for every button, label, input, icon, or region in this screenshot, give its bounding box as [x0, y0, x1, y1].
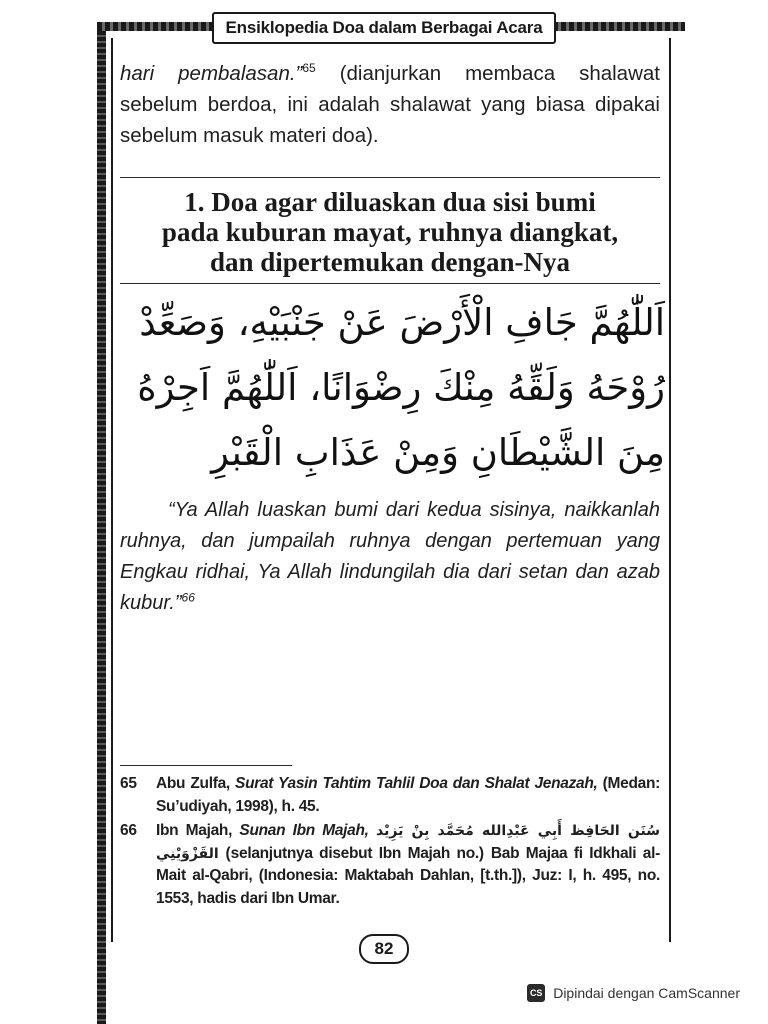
- translation-text: “Ya Allah luaskan bumi dari kedua sisinya, naikkanlah ruhnya, dan jumpailah ruhnya dengan pertemuan yang Engkau ridhai, Ya Allah lindungilah dia dari setan dan azab kubur.”: [120, 499, 660, 614]
- arabic-line-2: رُوْحَهُ وَلَقِّهُ مِنْكَ رِضْوَانًا، اَللّٰهُمَّ اَجِرْهُ: [137, 366, 665, 409]
- footnote-arabic-title: سُنَن الحَافِظ أَبِي عَبْدِالله مُحَمَّد بِنْ يَزِيْد القَزْوَيْنِي: [156, 823, 660, 862]
- footnote-number: 66: [120, 822, 137, 839]
- camscanner-watermark: [527, 984, 740, 1002]
- footnote-separator: [120, 765, 292, 766]
- arabic-line-3: مِنَ الشَّيْطَانِ وَمِنْ عَذَابِ الْقَبْرِ: [211, 431, 665, 474]
- section-title-line-2: pada kuburan mayat, ruhnya diangkat,: [161, 217, 619, 247]
- section-rule-bottom: [120, 283, 660, 284]
- camscanner-logo-icon: CS: [527, 984, 545, 1002]
- arabic-prayer: [120, 290, 665, 485]
- footnote-details: (Medan: Su’udiyah, 1998), h. 45.: [156, 775, 660, 815]
- footnote-author: Ibn Majah,: [156, 822, 240, 839]
- border-inner-left: [111, 38, 113, 942]
- footnote-ref-65[interactable]: 65: [302, 61, 316, 76]
- footnote-number: 65: [120, 775, 137, 792]
- footnote-ref-66[interactable]: 66: [181, 590, 195, 605]
- footnote-details: (selanjutnya disebut Ibn Majah no.) Bab Majaa fi Idkhali al-Mait al-Qabri, (Indonesia: Maktabah Dahlan, [t.th.]), Juz: I, h. 495, no. 1553, hadis dari Ibn Umar.: [156, 844, 660, 907]
- running-header-title: Ensiklopedia Doa dalam Berbagai Acara: [212, 12, 557, 44]
- section-rule-top: [120, 177, 660, 178]
- footnote-book-title: Sunan Ibn Majah,: [239, 822, 369, 839]
- footnote-66: [120, 820, 660, 910]
- border-left: [97, 31, 106, 949]
- prayer-translation: [120, 495, 660, 619]
- footnote-text: [156, 773, 660, 818]
- camscanner-label: Dipindai dengan CamScanner: [553, 985, 740, 1001]
- footnotes: [120, 773, 660, 912]
- arabic-line-1: اَللّٰهُمَّ جَافِ الْأَرْضَ عَنْ جَنْبَيْهِ، وَصَعِّدْ: [139, 301, 665, 344]
- page-content: [120, 58, 665, 619]
- page-number-area: [0, 934, 768, 964]
- page-number: 82: [359, 934, 410, 964]
- footnote-65: [120, 773, 660, 818]
- running-header: [0, 12, 768, 44]
- footnote-text: [156, 820, 660, 910]
- footnote-book-title: Surat Yasin Tahtim Tahlil Doa dan Shalat Jenazah,: [235, 775, 598, 792]
- intro-text: (dianjurkan membaca shalawat sebelum berdoa, ini adalah shalawat yang biasa dipakai sebelum masuk materi doa).: [120, 62, 660, 147]
- section-title-line-3: dan dipertemukan dengan-Nya: [209, 247, 571, 277]
- footnote-author: Abu Zulfa,: [156, 775, 236, 792]
- intro-paragraph: [120, 58, 660, 151]
- border-inner-right: [669, 38, 671, 942]
- section-title: [120, 187, 660, 277]
- section-title-line-1: 1. Doa agar diluaskan dua sisi bumi: [184, 187, 596, 217]
- intro-italic: hari pembalasan.”: [120, 62, 303, 85]
